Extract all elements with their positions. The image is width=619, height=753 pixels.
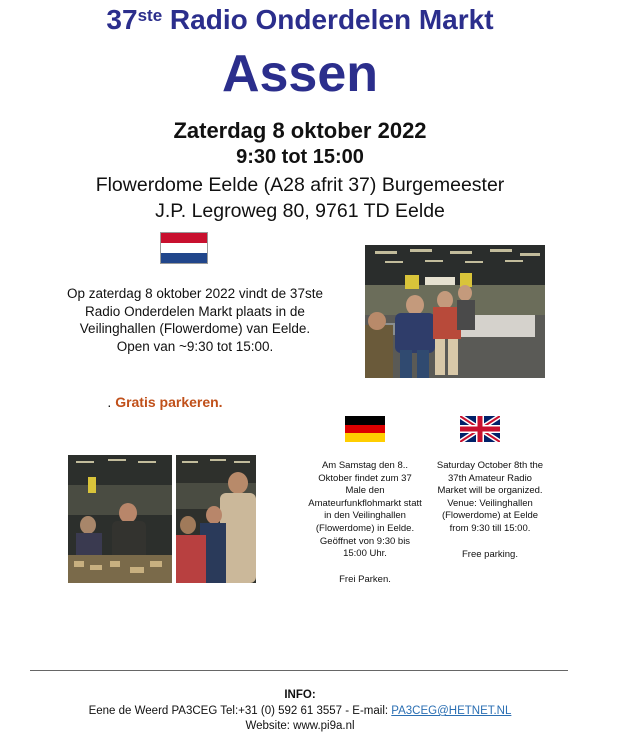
german-parking-text: Frei Parken. [339, 573, 391, 585]
parking-prefix: . [107, 394, 116, 410]
info-heading: INFO: [284, 689, 316, 701]
market-stand-photo-right [176, 455, 256, 583]
footer-divider [30, 670, 568, 671]
market-hall-photo [365, 245, 545, 378]
dutch-description: Op zaterdag 8 oktober 2022 vindt de 37ste Radio Onderdelen Markt plaats in de Veilinghallen (Flowerdome) van Eelde. Open van ~9:30 tot 15:00. [67, 286, 323, 354]
market-stand-photo-left [68, 455, 172, 583]
dutch-parking-text: Gratis parkeren. [115, 394, 223, 410]
english-description: Saturday October 8th the 37th Amateur Radio Market will be organized. Venue: Veilinghallen (Flowerdome) at Eelde from 9:30 till 15:00. [436, 460, 544, 534]
event-date: Zaterdag 8 oktober 2022 [173, 118, 427, 143]
title-text: Radio Onderdelen Markt [162, 4, 494, 35]
event-time: 9:30 tot 15:00 [236, 146, 364, 168]
address-line-2: J.P. Legroweg 80, 9761 TD Eelde [155, 200, 445, 222]
english-parking-text: Free parking. [462, 548, 518, 560]
contact-details: Eene de Weerd PA3CEG Tel:+31 (0) 592 61 3557 - E-mail: [88, 705, 392, 717]
german-column [307, 460, 423, 586]
event-address [0, 172, 600, 224]
germany-flag-icon [345, 416, 385, 442]
netherlands-flag-icon [160, 232, 208, 264]
dutch-parking-note [60, 394, 270, 410]
contact-line [0, 705, 600, 717]
website-line: Website: www.pi9a.nl [245, 720, 355, 732]
event-city: Assen [221, 45, 379, 103]
english-column [435, 460, 545, 561]
event-title [0, 4, 600, 36]
uk-flag-icon [460, 416, 500, 442]
address-line-1: Flowerdome Eelde (A28 afrit 37) Burgemeester [95, 174, 505, 196]
german-description: Am Samstag den 8.. Oktober findet zum 37 Male den Amateurfunkflohmarkt statt in den Veilinghallen (Flowerdome) in Eelde. Geöffnet von 9:30 bis 15:00 Uhr. [308, 460, 422, 560]
email-link[interactable]: PA3CEG@HETNET.NL [391, 705, 512, 717]
title-suffix: ste [137, 6, 163, 25]
title-number: 37 [106, 4, 138, 35]
